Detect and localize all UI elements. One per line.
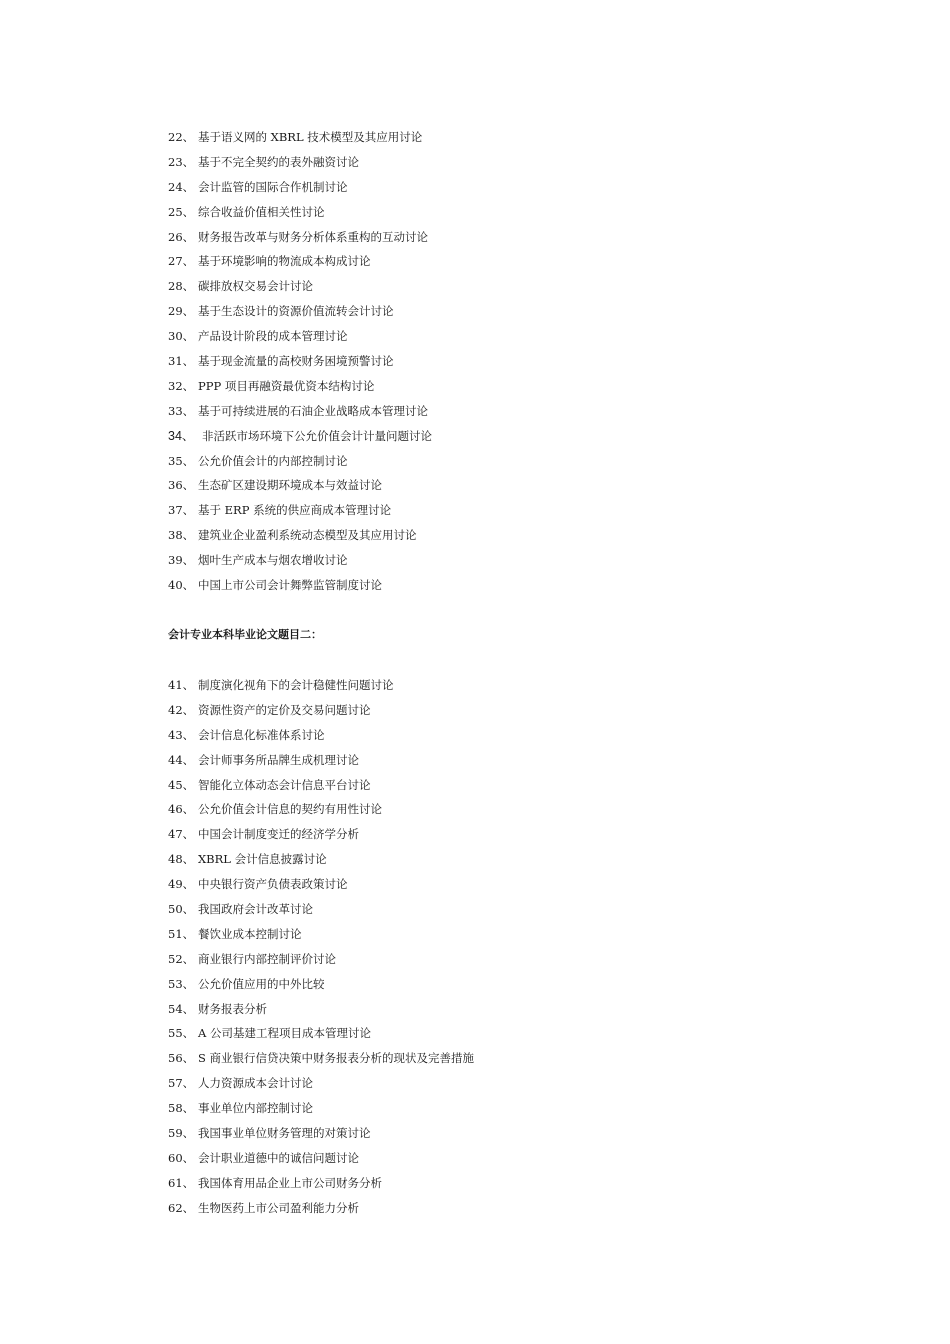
item-number: 31、	[168, 354, 195, 369]
list-item	[168, 1150, 474, 1175]
item-text: 公允价值应用的中外比较	[198, 976, 325, 991]
item-number: 26、	[168, 229, 195, 244]
list-item	[168, 1125, 474, 1150]
item-text: PPP 项目再融资最优资本结构讨论	[198, 378, 375, 393]
list-item	[168, 179, 432, 204]
item-number: 38、	[168, 528, 195, 543]
item-text: 我国体育用品企业上市公司财务分析	[198, 1175, 382, 1190]
list-item	[168, 777, 474, 802]
item-text: 事业单位内部控制讨论	[198, 1101, 313, 1116]
item-number: 39、	[168, 553, 195, 568]
list-item	[168, 1050, 474, 1075]
list-item	[168, 1100, 474, 1125]
list-item	[168, 303, 432, 328]
list-item	[168, 552, 432, 577]
item-number: 22、	[168, 130, 195, 144]
item-number: 60、	[168, 1150, 195, 1165]
item-number: 58、	[168, 1101, 195, 1116]
list-item	[168, 926, 474, 951]
item-number: 61、	[168, 1175, 195, 1190]
list-item	[168, 577, 432, 602]
item-text: 碳排放权交易会计讨论	[198, 279, 313, 294]
item-number: 30、	[168, 329, 195, 344]
item-number: 48、	[168, 852, 195, 867]
item-number: 45、	[168, 777, 195, 792]
list-item	[168, 1175, 474, 1200]
item-text: 基于语义网的 XBRL 技术模型及其应用讨论	[198, 130, 423, 144]
item-number: 23、	[168, 154, 195, 169]
list-item	[168, 901, 474, 926]
item-text: 产品设计阶段的成本管理讨论	[198, 329, 348, 344]
item-text: 公允价值会计的内部控制讨论	[198, 453, 348, 468]
item-number: 52、	[168, 951, 195, 966]
item-text: 餐饮业成本控制讨论	[198, 926, 302, 941]
item-number: 41、	[168, 678, 195, 692]
list-item	[168, 428, 432, 453]
item-text: 制度演化视角下的会计稳健性问题讨论	[198, 678, 394, 692]
topic-list-one	[168, 129, 432, 602]
item-text: XBRL 会计信息披露讨论	[198, 852, 327, 867]
item-text: S 商业银行信贷决策中财务报表分析的现状及完善措施	[198, 1051, 475, 1066]
item-number: 57、	[168, 1076, 195, 1091]
list-item	[168, 353, 432, 378]
item-text: 基于生态设计的资源价值流转会计讨论	[198, 304, 394, 319]
list-item	[168, 677, 474, 702]
item-number: 42、	[168, 702, 195, 717]
item-number: 47、	[168, 827, 195, 842]
item-number: 29、	[168, 304, 195, 319]
item-text: 会计职业道德中的诚信问题讨论	[198, 1150, 359, 1165]
item-number: 46、	[168, 802, 195, 817]
item-number: 35、	[168, 453, 195, 468]
item-text: 生物医药上市公司盈利能力分析	[198, 1200, 359, 1215]
item-text: 建筑业企业盈利系统动态模型及其应用讨论	[198, 528, 417, 543]
list-item	[168, 851, 474, 876]
item-number: 24、	[168, 179, 195, 194]
item-number: 54、	[168, 1001, 195, 1016]
list-item	[168, 727, 474, 752]
list-item	[168, 129, 432, 154]
item-text: 资源性资产的定价及交易问题讨论	[198, 702, 371, 717]
item-text: 我国事业单位财务管理的对策讨论	[198, 1126, 371, 1141]
list-item	[168, 1025, 474, 1050]
list-item	[168, 502, 432, 527]
item-text: 财务报表分析	[198, 1001, 267, 1016]
topic-list-two	[168, 677, 474, 1225]
item-number: 49、	[168, 877, 195, 892]
list-item	[168, 1075, 474, 1100]
item-number: 44、	[168, 752, 195, 767]
list-item	[168, 826, 474, 851]
item-text: 基于现金流量的高校财务困境预警讨论	[198, 354, 394, 369]
list-item	[168, 951, 474, 976]
item-number: 51、	[168, 926, 195, 941]
list-item	[168, 229, 432, 254]
list-item	[168, 976, 474, 1001]
item-number: 28、	[168, 279, 195, 294]
list-item	[168, 477, 432, 502]
item-number: 55、	[168, 1026, 195, 1041]
list-item	[168, 527, 432, 552]
list-item	[168, 1001, 474, 1026]
item-text: 基于不完全契约的表外融资讨论	[198, 154, 359, 169]
item-text: 生态矿区建设期环境成本与效益讨论	[198, 478, 382, 493]
item-text: 综合收益价值相关性讨论	[198, 204, 325, 219]
item-number: 50、	[168, 902, 195, 917]
item-number: 27、	[168, 254, 195, 269]
item-number: 59、	[168, 1126, 195, 1141]
item-number: 25、	[168, 204, 195, 219]
item-number: 34、	[168, 428, 195, 443]
item-number: 37、	[168, 503, 195, 518]
item-number: 53、	[168, 976, 195, 991]
list-item	[168, 154, 432, 179]
list-item	[168, 253, 432, 278]
item-number: 36、	[168, 478, 195, 493]
item-text: 财务报告改革与财务分析体系重构的互动讨论	[198, 229, 428, 244]
item-text: 智能化立体动态会计信息平台讨论	[198, 777, 371, 792]
item-number: 32、	[168, 378, 195, 393]
item-number: 56、	[168, 1051, 195, 1066]
item-text: 公允价值会计信息的契约有用性讨论	[198, 802, 382, 817]
item-text: 烟叶生产成本与烟农增收讨论	[198, 553, 348, 568]
item-text: A 公司基建工程项目成本管理讨论	[198, 1026, 371, 1041]
item-text: 基于可持续进展的石油企业战略成本管理讨论	[198, 403, 428, 418]
item-number: 40、	[168, 578, 195, 593]
list-item	[168, 278, 432, 303]
item-text: 基于环境影响的物流成本构成讨论	[198, 254, 371, 269]
list-item	[168, 204, 432, 229]
item-text: 基于 ERP 系统的供应商成本管理讨论	[198, 503, 392, 518]
item-text: 中国上市公司会计舞弊监管制度讨论	[198, 578, 382, 593]
list-item	[168, 752, 474, 777]
item-text: 中国会计制度变迁的经济学分析	[198, 827, 359, 842]
section-heading: 会计专业本科毕业论文题目二：	[168, 628, 322, 641]
item-text: 非活跃市场环境下公允价值会计计量问题讨论	[202, 428, 432, 443]
item-text: 人力资源成本会计讨论	[198, 1076, 313, 1091]
item-text: 商业银行内部控制评价讨论	[198, 951, 336, 966]
item-number: 43、	[168, 727, 195, 742]
list-item	[168, 403, 432, 428]
item-text: 我国政府会计改革讨论	[198, 902, 313, 917]
list-item	[168, 876, 474, 901]
item-text: 会计师事务所品牌生成机理讨论	[198, 752, 359, 767]
item-number: 62、	[168, 1200, 195, 1215]
list-item	[168, 453, 432, 478]
list-item	[168, 328, 432, 353]
item-number: 33、	[168, 403, 195, 418]
item-text: 会计信息化标准体系讨论	[198, 727, 325, 742]
list-item	[168, 1200, 474, 1225]
list-item	[168, 702, 474, 727]
item-text: 中央银行资产负债表政策讨论	[198, 877, 348, 892]
list-item	[168, 378, 432, 403]
item-text: 会计监管的国际合作机制讨论	[198, 179, 348, 194]
list-item	[168, 801, 474, 826]
